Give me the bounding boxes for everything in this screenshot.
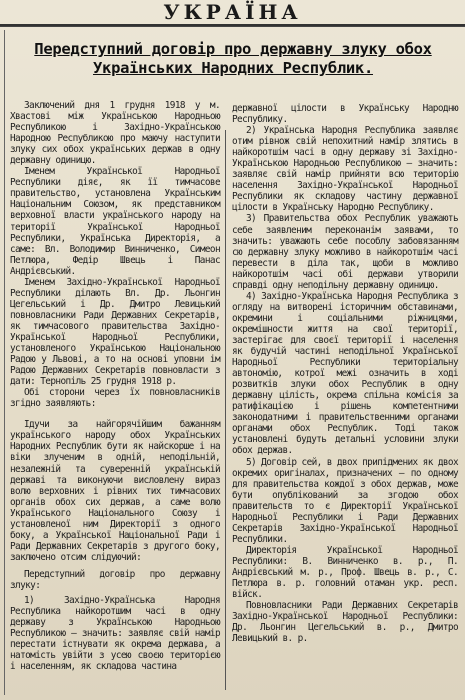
paragraph: 4) Західно-Українська Народня Республика з огляду на витворені історичним обставинами, окремини і соціальними ріжницями, окремішности життя на свої території, застерігає для своєї території і населення як будучій частині неподільної Української Народньої Республики територіальну автономію, котрої межі означить в ході розвитків злуки обох Республик в одну державну цілість, окрема спільна комісія за ратифікацією і рішень компетентними законодатними і правительственними органами органами обох Республик. Тоді також установлені будуть детальні условини злуки обох держав. [232, 290, 458, 457]
paragraph: 5) Договір сей, в двох припідмених як двох окремих оригіналах, призначених — по одному для правительства кождої з обох держав, може бути опублікований за згодою обох правительств то є Директорії Української Народньої Республики і Ради Державних Секретарів Західно-Української Народньої Республики. [232, 456, 458, 545]
paragraph: Обі сторони через їх повновласників згідно заявляють: [10, 387, 220, 410]
paragraph: державної цілости в Українську Народню Республику. [232, 103, 458, 126]
masthead-title: УКРАЇНА [163, 0, 302, 24]
right-column [232, 103, 458, 644]
paragraph: Директорія Української Народньої Республики: В. Винниченко в. р., П. Андрієвський м. р., Проф. Швець в. р., С. Петлюра в. р. головний отаман укр. респ. війск. [232, 544, 458, 601]
paragraph: Іменем Української Народньої Республики діяє, як її тимчасове правительство, установлена Українським Національним Союзом, як представником верховної власти українського народу на території Української Народньої Республики, Українська Директорія, а саме: Вл. Володимир Винниченко, Симеон Петлюра, Федір Швець і Панас Андрієвський. [10, 166, 220, 277]
article-title: Передступний договір про державну злуку обох Українських Народних Республик. [34, 40, 432, 77]
paragraph: 1) Західно-Українська Народня Республика найкоротшим часі в одну державу з Українською Народньою Республикою — значить: заявляє свій намір перестати істнувати як окрема держава, а натомість увійти з усею своєю територією і населенням, як складова частина [10, 595, 220, 673]
left-column [10, 100, 220, 672]
masthead-rule [0, 26, 465, 27]
column-divider [225, 130, 226, 690]
paragraph: Передступний договір про державну злуку: [10, 568, 220, 591]
paragraph: Повновласники Ради Державних Секретарів Західно-Української Народньої Республики: Др. Льонгин Цегельський в. р., Дмитро Левицький в. р. [232, 600, 458, 645]
paragraph: Заключений дня 1 грудня 1918 у м. Хвастові між Українською Народньою Республикою і Західно-Українською Народною Республикою про маючу наступити злуку сих обох українських держав в одну державну одиницю. [10, 100, 220, 167]
paragraph: Ідучи за найгорячійшим бажанням українського народу обох Українських Народних Республик бути як найскорше і на віки злученим в одній, неподільній, незалежній та суверенній українській державі та виконуючи висловлену вираз волю верховних і рівних тих тимчасових органів обох сих держав, а саме волю Українського Національного Союзу і установленої ним Директорії з одного боку, а Української Національної Ради і Ради Державних Секретарів з другого боку, заключено отсим слідуючий: [10, 419, 220, 563]
masthead [0, 0, 465, 26]
paragraph: 3) Правительства обох Республик уважають себе заявленим переконанім заявами, то значить: уважають себе пособлу забовязанням сю державну злуку можливо в найкоротшім часі перевести в діла так, щоби в можливо найкоротшім часі обі держави утворили справді одну неподільну державну одиницю. [232, 213, 458, 291]
paragraph: Іменем Західно-Української Народньої Республики ділають Вл. Др. Льонгин Цегельський і Др. Дмитро Левицький повновласники Ради Державних Секретарів, як тимчасового правительства Західно-Української Народньої Республики, установленого Українською Національною Радою у Львові, а то на основі уповни ім Радою Державних Секретарів повновласти з дати: Тернопіль 25 грудня 1918 р. [10, 276, 220, 388]
paragraph: 2) Українська Народня Республика заявляє отим рівнож свій непохитний намір злятись в найкоротшім часі в одну державу зі Західно-Українською Народньою Республикою — значить: заявляє свій намір прийняти всю територію населення Західно-Української Народньої Республики як складову частину державної цілости в Українську Народню Республику. [232, 125, 458, 214]
left-border [4, 30, 5, 695]
